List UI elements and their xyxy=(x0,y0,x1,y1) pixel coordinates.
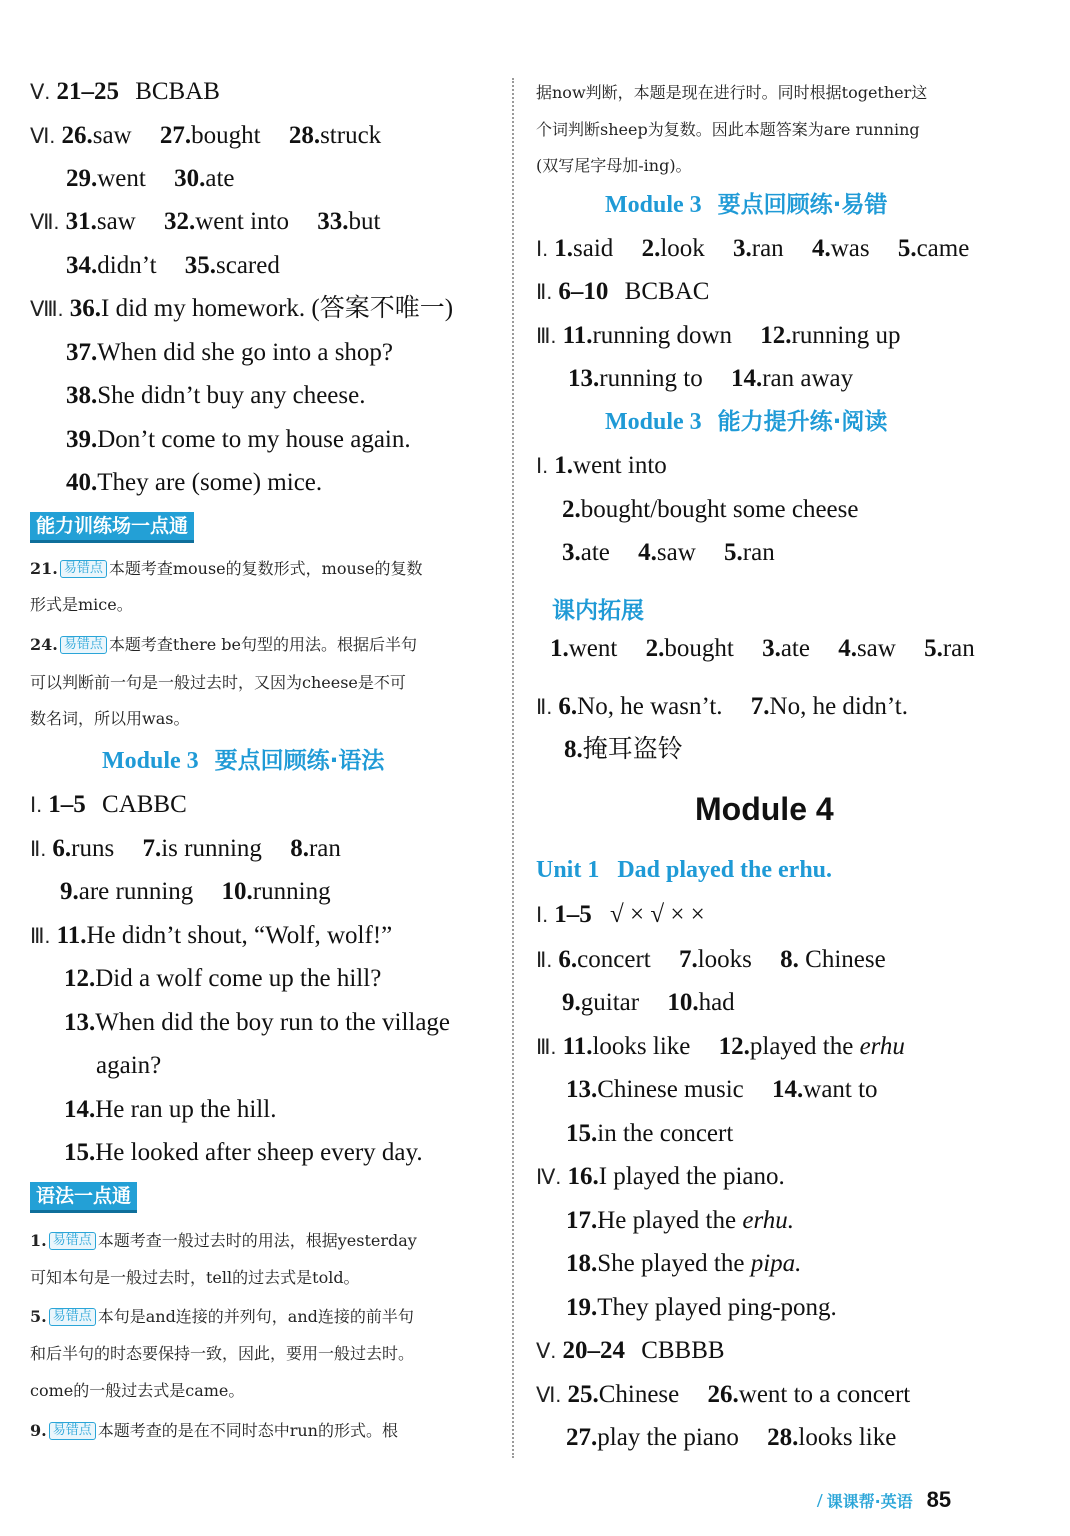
answer-line: 34.didn’t 35.scared xyxy=(66,252,280,279)
answer-line: Ⅱ. 6.runs 7.is running 8.ran xyxy=(30,835,341,862)
answer-line: 14.He ran up the hill. xyxy=(64,1096,277,1123)
answer-line: 13.When did the boy run to the village xyxy=(64,1009,451,1036)
note-line: 数名词，所以用was。 xyxy=(30,709,190,728)
answer-line: Ⅶ. 31.saw 32.went into 33.but xyxy=(30,208,381,235)
note-line: 1. 易错点 本题考查一般过去时的用法，根据yesterday xyxy=(30,1231,417,1250)
answer-line: Ⅱ. 6–10 BCBAC xyxy=(536,278,710,305)
error-tag: 易错点 xyxy=(60,560,107,578)
answer-line: 2.bought/bought some cheese xyxy=(562,496,859,523)
column-divider xyxy=(512,78,514,1458)
subsection-title: 课内拓展 xyxy=(552,598,644,624)
note-line: come的一般过去式是came。 xyxy=(30,1381,245,1400)
answer-line: 39.Don’t come to my house again. xyxy=(66,426,411,453)
answer-line: 27.play the piano 28.looks like xyxy=(566,1424,897,1451)
answer-line: 19.They played ping-pong. xyxy=(566,1294,837,1321)
footer-slash: / xyxy=(817,1490,823,1512)
answer-line: Ⅳ. 16.I played the piano. xyxy=(536,1163,785,1190)
note-line: 可以判断前一句是一般过去时，又因为cheese是不可 xyxy=(30,673,406,692)
answer-line: 17.He played the erhu. xyxy=(566,1207,794,1234)
answer-line: 13.Chinese music 14.want to xyxy=(566,1076,878,1103)
answer-line: Ⅲ. 11.looks like 12.played the erhu xyxy=(536,1033,905,1060)
answer-line: 15.in the concert xyxy=(566,1120,734,1147)
section-bar: 语法一点通 xyxy=(30,1182,137,1213)
note-line: 可知本句是一般过去时，tell的过去式是told。 xyxy=(30,1268,360,1287)
answer-line: 12.Did a wolf come up the hill? xyxy=(64,965,382,992)
answer-line: Ⅲ. 11.He didn’t shout, “Wolf, wolf!” xyxy=(30,922,393,949)
answer-line: Ⅲ. 11.running down 12.running up xyxy=(536,322,901,349)
note-line: (双写尾字母加-ing)。 xyxy=(536,156,692,175)
note-line: 5. 易错点 本句是and连接的并列句，and连接的前半句 xyxy=(30,1307,414,1326)
answer-line: 37.When did she go into a shop? xyxy=(66,339,394,366)
answer-line: Ⅵ. 25.Chinese 26.went to a concert xyxy=(536,1381,911,1408)
page-footer xyxy=(817,1487,951,1513)
section-heading: Module 3 要点回顾练·语法 xyxy=(102,748,385,774)
answer-line: 3.ate 4.saw 5.ran xyxy=(562,539,775,566)
note-line: 24. 易错点 本题考查there be句型的用法。根据后半句 xyxy=(30,635,417,654)
module-title: Module 4 xyxy=(695,791,834,827)
section-bar: 能力训练场一点通 xyxy=(30,512,194,543)
error-tag: 易错点 xyxy=(49,1232,96,1250)
error-tag: 易错点 xyxy=(49,1422,96,1440)
answer-line: Ⅰ. 1–5 √ × √ × × xyxy=(536,901,705,928)
answer-line: 13.running to 14.ran away xyxy=(568,365,854,392)
answer-line: 9.guitar 10.had xyxy=(562,989,735,1016)
answer-line: 8.掩耳盗铃 xyxy=(564,736,683,763)
answer-line: Ⅷ. 36.I did my homework. (答案不唯一) xyxy=(30,295,454,322)
answer-line: Ⅱ. 6.concert 7.looks 8. Chinese xyxy=(536,946,886,973)
answer-line: Ⅰ. 1.went into xyxy=(536,452,667,479)
unit-title: Unit 1 Dad played the erhu. xyxy=(536,857,833,883)
answer-line: 29.went 30.ate xyxy=(66,165,235,192)
answer-line: 1.went 2.bought 3.ate 4.saw 5.ran xyxy=(550,635,975,662)
answer-line: 18.She played the pipa. xyxy=(566,1250,802,1277)
note-line: 形式是mice。 xyxy=(30,595,133,614)
section-heading: Module 3 能力提升练·阅读 xyxy=(605,409,888,435)
answer-line: Ⅵ. 26.saw 27.bought 28.struck xyxy=(30,122,382,149)
answer-line: Ⅴ. 20–24 CBBBB xyxy=(536,1337,725,1364)
note-line: 9. 易错点 本题考查的是在不同时态中run的形式。根 xyxy=(30,1421,398,1440)
answer-line: again? xyxy=(96,1052,162,1079)
answer-line: 40.They are (some) mice. xyxy=(66,469,323,496)
note-line: 据now判断，本题是现在进行时。同时根据together这 xyxy=(536,83,928,102)
section-heading: Module 3 要点回顾练·易错 xyxy=(605,192,888,218)
error-tag: 易错点 xyxy=(49,1308,96,1326)
answer-line: 15.He looked after sheep every day. xyxy=(64,1139,423,1166)
note-line: 个词判断sheep为复数。因此本题答案为are running xyxy=(536,120,920,139)
note-line: 21. 易错点 本题考查mouse的复数形式，mouse的复数 xyxy=(30,559,423,578)
answer-line: Ⅴ. 21–25 BCBAB xyxy=(30,78,220,105)
note-line: 和后半句的时态要保持一致，因此，要用一般过去时。 xyxy=(30,1344,415,1363)
answer-line: 38.She didn’t buy any cheese. xyxy=(66,382,366,409)
footer-brand: 课课帮·英语 xyxy=(826,1492,913,1511)
error-tag: 易错点 xyxy=(60,636,107,654)
answer-line: 9.are running 10.running xyxy=(60,878,331,905)
answer-line: Ⅱ. 6.No, he wasn’t. 7.No, he didn’t. xyxy=(536,693,908,720)
answer-line: Ⅰ. 1.said 2.look 3.ran 4.was 5.came xyxy=(536,235,970,262)
answer-line: Ⅰ. 1–5 CABBC xyxy=(30,791,187,818)
page-number: 85 xyxy=(926,1487,952,1512)
